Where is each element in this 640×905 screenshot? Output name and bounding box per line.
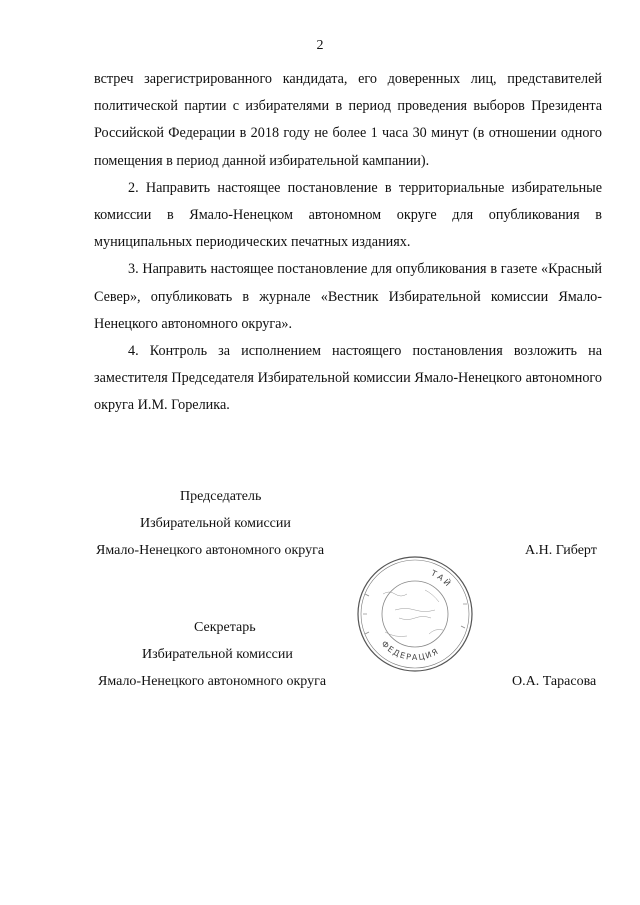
document-body (94, 66, 602, 420)
seal-top-text: ТАЙ (429, 568, 454, 590)
secretary-name: О.А. Тарасова (512, 674, 597, 689)
paragraph-continuation: встреч зарегистрированного кандидата, его доверенных лиц, представителей политической партии с избирателями в период проведения выборов Президента Российской Федерации в 2018 году не более 1 часа 30 минут (в отношении одного помещения в период данной избирательной кампании). (94, 71, 602, 169)
page-number: 2 (316, 38, 324, 53)
paragraph-3: 3. Направить настоящее постановление для опубликования в газете «Красный Север», опубликовать в журнале «Вестник Избирательной комиссии Ямало-Ненецкого автономного округа». (94, 261, 602, 332)
secretary-title-line1: Секретарь (194, 620, 256, 635)
chairman-name: А.Н. Гиберт (525, 543, 597, 558)
secretary-title-line3: Ямало-Ненецкого автономного округа (98, 674, 327, 689)
seal-bottom-text: ФЕДЕРАЦИЯ (379, 639, 441, 663)
secretary-title-line2: Избирательной комиссии (142, 647, 293, 662)
chairman-title-line3: Ямало-Ненецкого автономного округа (96, 543, 325, 558)
official-seal (355, 554, 475, 674)
chairman-title-line2: Избирательной комиссии (140, 516, 291, 531)
chairman-title-line1: Председатель (180, 489, 262, 504)
paragraph-4: 4. Контроль за исполнением настоящего постановления возложить на заместителя Председателя Избирательной комиссии Ямало-Ненецкого автономного округа И.М. Горелика. (94, 343, 602, 414)
paragraph-2: 2. Направить настоящее постановление в территориальные избирательные комиссии в Ямало-Ненецком автономном округе для опубликования в муниципальных периодических печатных изданиях. (94, 179, 602, 251)
